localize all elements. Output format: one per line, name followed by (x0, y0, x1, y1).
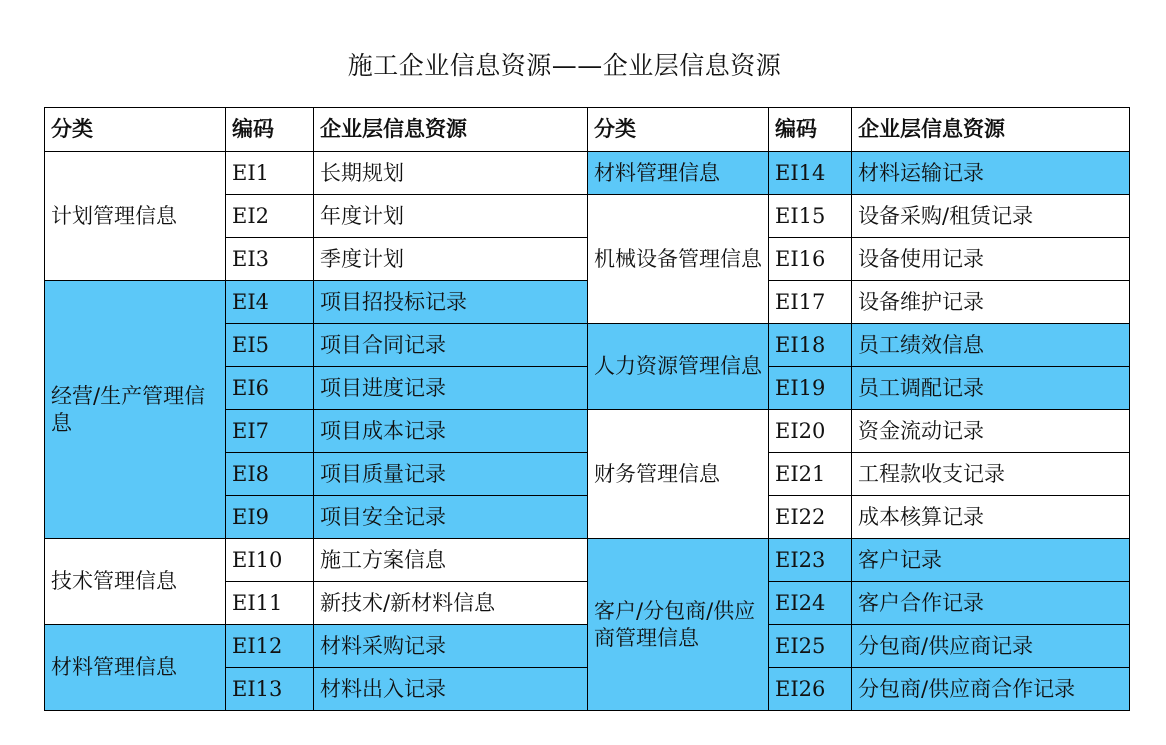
resource-cell: 新技术/新材料信息 (314, 582, 588, 625)
header-code-right: 编码 (769, 108, 852, 152)
code-cell: EI22 (769, 496, 852, 539)
resource-cell: 施工方案信息 (314, 539, 588, 582)
resource-cell: 设备使用记录 (852, 238, 1130, 281)
code-cell: EI23 (769, 539, 852, 582)
resource-cell: 员工调配记录 (852, 367, 1130, 410)
resource-cell: 分包商/供应商记录 (852, 625, 1130, 668)
code-cell: EI20 (769, 410, 852, 453)
code-cell: EI19 (769, 367, 852, 410)
page-title: 施工企业信息资源——企业层信息资源 (347, 51, 782, 80)
resource-cell: 分包商/供应商合作记录 (852, 668, 1130, 711)
code-cell: EI10 (226, 539, 314, 582)
table-row (45, 152, 1130, 195)
category-cell: 材料管理信息 (45, 625, 226, 711)
code-cell: EI12 (226, 625, 314, 668)
category-cell: 人力资源管理信息 (588, 324, 769, 410)
table-row (45, 625, 1130, 668)
resource-cell: 项目进度记录 (314, 367, 588, 410)
code-cell: EI16 (769, 238, 852, 281)
category-cell: 技术管理信息 (45, 539, 226, 625)
code-cell: EI2 (226, 195, 314, 238)
code-cell: EI24 (769, 582, 852, 625)
code-cell: EI14 (769, 152, 852, 195)
info-resource-table (44, 107, 1130, 711)
category-cell: 客户/分包商/供应商管理信息 (588, 539, 769, 711)
code-cell: EI9 (226, 496, 314, 539)
table-row (45, 539, 1130, 582)
resource-cell: 项目质量记录 (314, 453, 588, 496)
code-cell: EI3 (226, 238, 314, 281)
resource-cell: 设备采购/租赁记录 (852, 195, 1130, 238)
resource-cell: 成本核算记录 (852, 496, 1130, 539)
category-cell: 财务管理信息 (588, 410, 769, 539)
code-cell: EI5 (226, 324, 314, 367)
code-cell: EI18 (769, 324, 852, 367)
category-cell: 材料管理信息 (588, 152, 769, 195)
code-cell: EI17 (769, 281, 852, 324)
header-code-left: 编码 (226, 108, 314, 152)
resource-cell: 年度计划 (314, 195, 588, 238)
header-resource-left: 企业层信息资源 (314, 108, 588, 152)
resource-cell: 材料运输记录 (852, 152, 1130, 195)
category-cell: 经营/生产管理信息 (45, 281, 226, 539)
resource-cell: 长期规划 (314, 152, 588, 195)
code-cell: EI21 (769, 453, 852, 496)
resource-cell: 客户记录 (852, 539, 1130, 582)
category-cell: 机械设备管理信息 (588, 195, 769, 324)
resource-cell: 项目招投标记录 (314, 281, 588, 324)
category-cell: 计划管理信息 (45, 152, 226, 281)
resource-cell: 材料出入记录 (314, 668, 588, 711)
resource-cell: 项目合同记录 (314, 324, 588, 367)
code-cell: EI26 (769, 668, 852, 711)
header-category-left: 分类 (45, 108, 226, 152)
resource-cell: 资金流动记录 (852, 410, 1130, 453)
code-cell: EI4 (226, 281, 314, 324)
resource-cell: 季度计划 (314, 238, 588, 281)
code-cell: EI25 (769, 625, 852, 668)
resource-cell: 设备维护记录 (852, 281, 1130, 324)
code-cell: EI15 (769, 195, 852, 238)
table-row (45, 281, 1130, 324)
code-cell: EI8 (226, 453, 314, 496)
code-cell: EI6 (226, 367, 314, 410)
resource-cell: 项目成本记录 (314, 410, 588, 453)
resource-cell: 材料采购记录 (314, 625, 588, 668)
header-resource-right: 企业层信息资源 (852, 108, 1130, 152)
resource-cell: 项目安全记录 (314, 496, 588, 539)
header-category-right: 分类 (588, 108, 769, 152)
code-cell: EI1 (226, 152, 314, 195)
header-row (45, 108, 1130, 152)
resource-cell: 客户合作记录 (852, 582, 1130, 625)
code-cell: EI13 (226, 668, 314, 711)
resource-cell: 工程款收支记录 (852, 453, 1130, 496)
code-cell: EI11 (226, 582, 314, 625)
code-cell: EI7 (226, 410, 314, 453)
resource-cell: 员工绩效信息 (852, 324, 1130, 367)
